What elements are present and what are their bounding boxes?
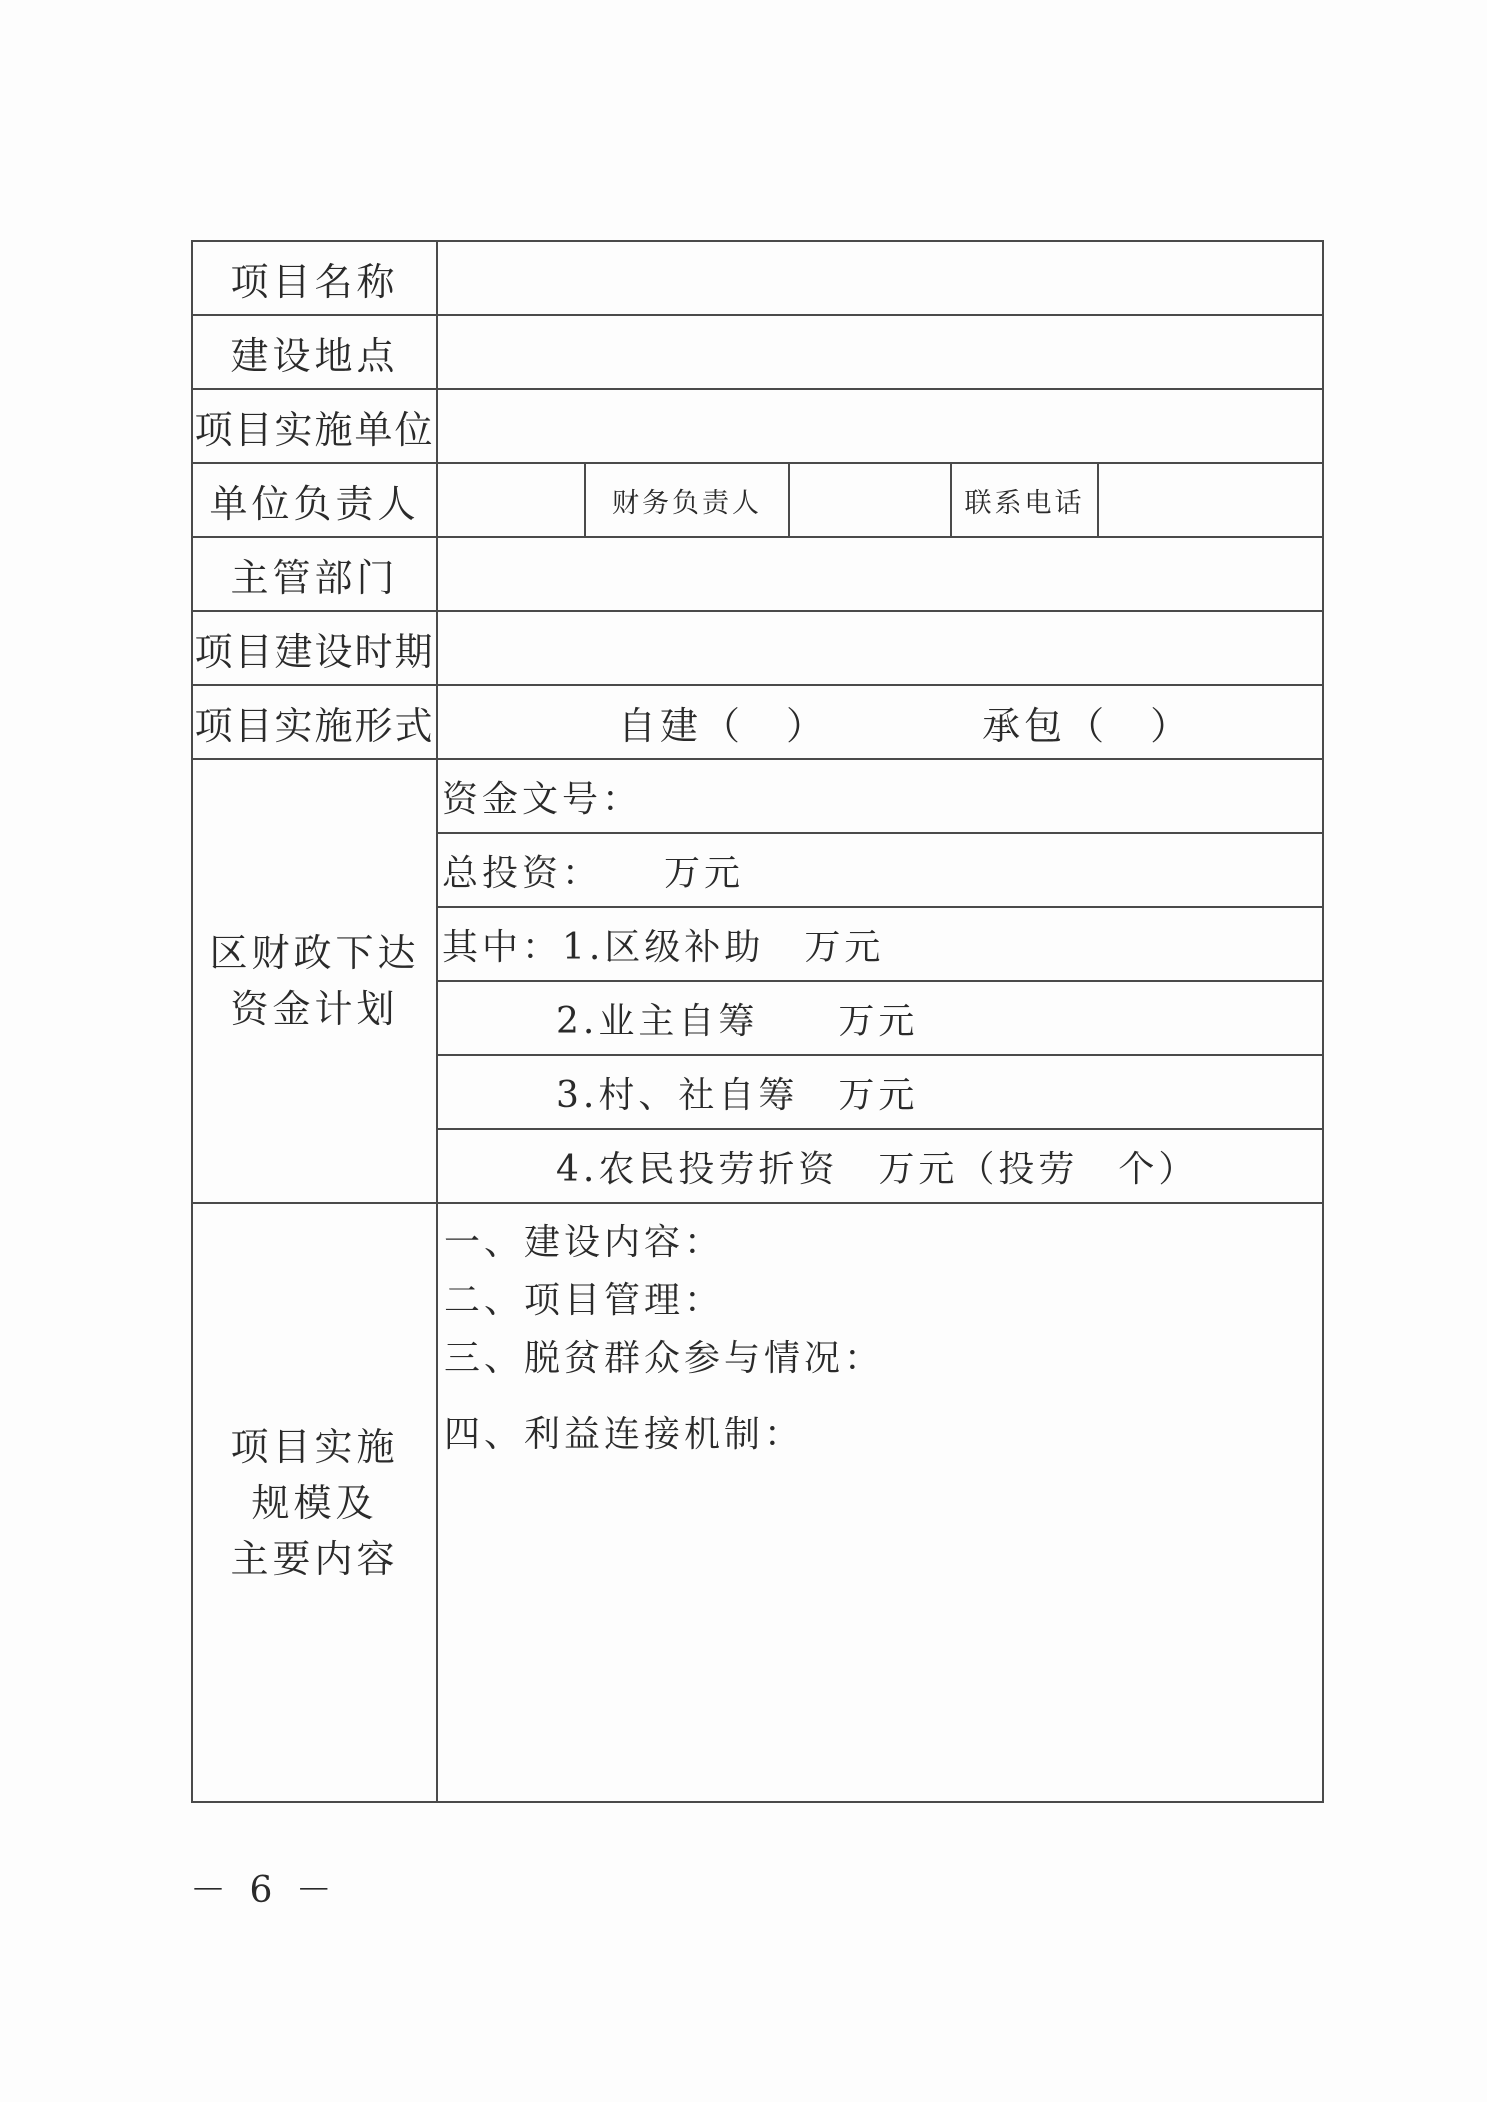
row-responsible-persons [192, 463, 1323, 537]
impl-form-label: 项目实施形式 [192, 685, 437, 759]
scope-label [192, 1203, 437, 1802]
row-impl-form [192, 685, 1323, 759]
authority-label: 主管部门 [192, 537, 437, 611]
scope-content-field[interactable] [437, 1203, 1323, 1802]
finance-head-label: 财务负责人 [585, 463, 789, 537]
phone-field[interactable] [1098, 463, 1323, 537]
project-name-label: 项目名称 [192, 241, 437, 315]
fund-item-owner-raised[interactable]: 2.业主自筹 万元 [437, 981, 1323, 1055]
finance-head-field[interactable] [789, 463, 951, 537]
row-scope [192, 1203, 1323, 1802]
row-fund-doc [192, 759, 1323, 833]
unit-head-field[interactable] [437, 463, 585, 537]
scope-line-participation: 三、脱贫群众参与情况： [444, 1338, 885, 1379]
fund-item-village-raised[interactable]: 3.村、社自筹 万元 [437, 1055, 1323, 1129]
scope-label-line2: 规模及 [251, 1480, 378, 1525]
location-label: 建设地点 [192, 315, 437, 389]
funding-plan-label [192, 759, 437, 1203]
row-period [192, 611, 1323, 685]
funding-label-line1: 区财政下达 [209, 931, 420, 975]
page-number: － 6 － [190, 1870, 338, 1911]
location-field[interactable] [437, 315, 1323, 389]
funding-label-line2: 资金计划 [230, 987, 399, 1031]
row-authority [192, 537, 1323, 611]
phone-label: 联系电话 [951, 463, 1098, 537]
fund-item-farmer-labor[interactable]: 4.农民投劳折资 万元（投劳 个） [437, 1129, 1323, 1203]
scope-line-management: 二、项目管理： [444, 1280, 725, 1321]
period-field[interactable] [437, 611, 1323, 685]
scope-label-line1: 项目实施 [230, 1424, 399, 1469]
impl-form-contract-option[interactable]: 承包（ ） [982, 703, 1193, 748]
row-project-name [192, 241, 1323, 315]
scope-line-benefit: 四、利益连接机制： [444, 1414, 805, 1455]
scope-label-line3: 主要内容 [230, 1536, 399, 1581]
fund-doc-no[interactable]: 资金文号： [437, 759, 1323, 833]
implementing-unit-field[interactable] [437, 389, 1323, 463]
project-name-field[interactable] [437, 241, 1323, 315]
fund-item-district-subsidy[interactable]: 其中：1.区级补助 万元 [437, 907, 1323, 981]
unit-head-label: 单位负责人 [192, 463, 437, 537]
period-label: 项目建设时期 [192, 611, 437, 685]
authority-field[interactable] [437, 537, 1323, 611]
fund-total[interactable]: 总投资： 万元 [437, 833, 1323, 907]
scope-line-construction: 一、建设内容： [444, 1222, 725, 1263]
project-form-table [191, 240, 1324, 1803]
implementing-unit-label: 项目实施单位 [192, 389, 437, 463]
impl-form-options [437, 685, 1323, 759]
row-implementing-unit [192, 389, 1323, 463]
row-location [192, 315, 1323, 389]
impl-form-self-option[interactable]: 自建（ ） [618, 703, 829, 748]
